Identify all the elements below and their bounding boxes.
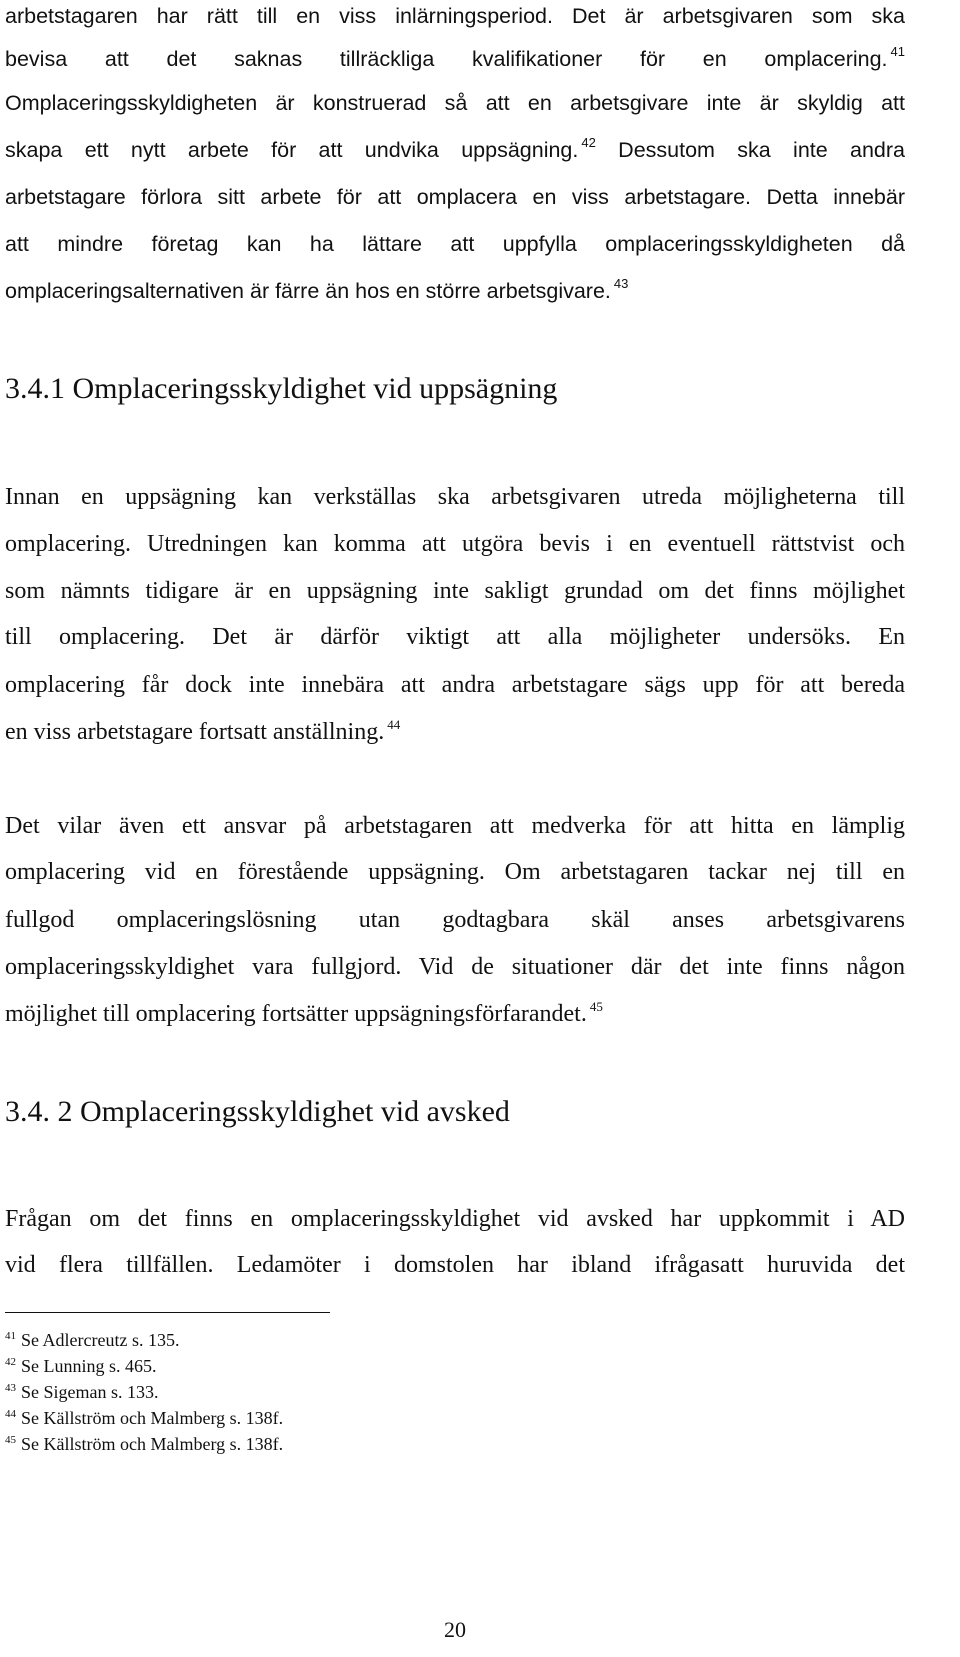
footnote-ref: 44 xyxy=(387,717,401,732)
paragraph-line: omplacering. Utredningen kan komma att utgöra bevis i en eventuell rättstvist och xyxy=(5,531,905,557)
paragraph-line: till omplacering. Det är därför viktigt att alla möjligheter undersöks. En xyxy=(5,624,905,650)
footnote: $^{43}$ Se Sigeman s. 133. xyxy=(5,1382,159,1402)
footnote: $^{44}$ Se Källström och Malmberg s. 138f. xyxy=(5,1408,284,1428)
paragraph-line: Det vilar även ett ansvar på arbetstagaren att medverka för att hitta en lämplig xyxy=(5,813,905,839)
paragraph-line: omplaceringsalternativen är färre än hos en större arbetsgivare. $^{43}$ xyxy=(5,276,629,303)
paragraph-line: omplacering får dock inte innebära att andra arbetstagare sägs upp för att bereda xyxy=(5,672,905,698)
paragraph-line: att mindre företag kan ha lättare att uppfylla omplaceringsskyldigheten då xyxy=(5,232,905,256)
footnote-ref: 42 xyxy=(581,135,596,150)
footnote-ref: 45 xyxy=(589,999,603,1014)
paragraph-line: möjlighet till omplacering fortsätter uppsägningsförfarandet. $^{45}$ xyxy=(5,999,603,1027)
paragraph-line: arbetstagaren har rätt till en viss inlärningsperiod. Det är arbetsgivaren som ska xyxy=(5,4,905,28)
section-heading: 3.4. 2 Omplaceringsskyldighet vid avsked xyxy=(5,1095,510,1128)
footnote: $^{41}$ Se Adlercreutz s. 135. xyxy=(5,1330,180,1350)
paragraph-line: Omplaceringsskyldigheten är konstruerad så att en arbetsgivare inte är skyldig att xyxy=(5,91,905,115)
paragraph-line: skapa ett nytt arbete för att undvika uppsägning. $^{42}$ Dessutom ska inte andra xyxy=(5,135,906,162)
paragraph-line: fullgod omplaceringslösning utan godtagbara skäl anses arbetsgivarens xyxy=(5,907,905,933)
paragraph-line: omplaceringsskyldighet vara fullgjord. Vid de situationer där det inte finns någon xyxy=(5,954,905,980)
footnote-separator xyxy=(5,1312,330,1313)
paragraph-line: Innan en uppsägning kan verkställas ska arbetsgivaren utreda möjligheterna till xyxy=(5,484,905,510)
footnote-ref: 41 xyxy=(890,44,905,59)
paragraph-line: vid flera tillfällen. Ledamöter i domstolen har ibland ifrågasatt huruvida det xyxy=(5,1252,905,1278)
footnote: $^{45}$ Se Källström och Malmberg s. 138f. xyxy=(5,1434,284,1454)
paragraph-line: bevisa att det saknas tillräckliga kvalifikationer för en omplacering. $^{41}$ xyxy=(5,44,905,71)
paragraph-line: arbetstagare förlora sitt arbete för att omplacera en viss arbetstagare. Detta innebär xyxy=(5,185,905,209)
footnote: $^{42}$ Se Lunning s. 465. xyxy=(5,1356,157,1376)
paragraph-line: som nämnts tidigare är en uppsägning inte sakligt grundad om det finns möjlighet xyxy=(5,578,905,604)
footnote-ref: 43 xyxy=(613,276,629,291)
section-heading: 3.4.1 Omplaceringsskyldighet vid uppsägning xyxy=(5,372,558,405)
page-number: 20 xyxy=(444,1617,466,1642)
paragraph-line: Frågan om det finns en omplaceringsskyldighet vid avsked har uppkommit i AD xyxy=(5,1206,905,1232)
paragraph-line: en viss arbetstagare fortsatt anställning. $^{44}$ xyxy=(5,717,401,745)
paragraph-line: omplacering vid en förestående uppsägning. Om arbetstagaren tackar nej till en xyxy=(5,859,905,885)
